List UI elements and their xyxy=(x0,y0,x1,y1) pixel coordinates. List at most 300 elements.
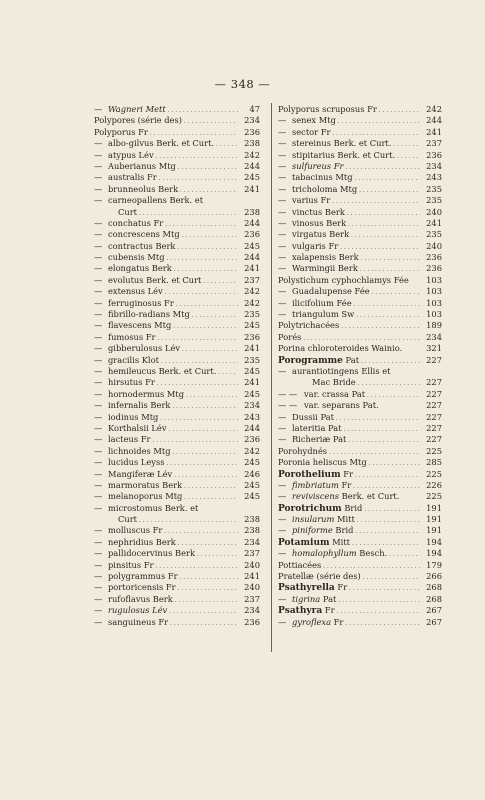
entry-name: homalophyllum xyxy=(292,548,357,559)
entry-page: 266 xyxy=(426,571,442,582)
index-entry xyxy=(94,229,260,240)
entry-dash: — xyxy=(94,252,103,263)
index-entry xyxy=(278,605,442,616)
entry-page: 234 xyxy=(244,605,260,616)
index-entry xyxy=(278,469,442,480)
leader-dots xyxy=(354,309,420,319)
entry-name: Mangiferæ Lév xyxy=(108,468,173,479)
entry-dash: — xyxy=(278,138,287,149)
entry-page: 244 xyxy=(244,422,260,433)
leader-dots xyxy=(336,115,420,125)
entry-name: tabacinus Mtg xyxy=(292,172,353,183)
leader-dots xyxy=(377,104,420,114)
entry-page: 234 xyxy=(244,536,260,547)
entry-name: Pratellæ (série des) xyxy=(278,571,361,582)
entry-name: varius Fr xyxy=(292,195,331,206)
entry-name: hornodermus Mtg xyxy=(108,388,185,399)
entry-dash: — xyxy=(278,286,287,297)
index-entry xyxy=(94,469,260,480)
index-entry xyxy=(94,412,260,423)
entry-dash: — xyxy=(278,252,287,263)
leader-dots xyxy=(172,263,238,273)
leader-dots xyxy=(157,172,238,182)
entry-page: 244 xyxy=(244,217,260,228)
entry-dash: — xyxy=(94,400,103,411)
entry-name: nephridius Berk xyxy=(108,536,176,547)
leader-dots xyxy=(148,127,238,137)
entry-dash: — xyxy=(278,149,287,160)
index-entry xyxy=(94,537,260,548)
entry-page: 227 xyxy=(426,411,442,422)
index-entry xyxy=(94,161,260,172)
entry-name: albo-gilvus Berk. et Curt. xyxy=(108,138,215,149)
entry-name: Polytrichacées xyxy=(278,320,340,331)
entry-name: Poronia heliscus Mtg xyxy=(278,457,367,468)
index-entry xyxy=(278,503,442,514)
index-entry xyxy=(94,423,260,434)
entry-name: lateritia Pat xyxy=(292,422,342,433)
entry-dash: — xyxy=(94,457,103,468)
entry-page: 235 xyxy=(244,354,260,365)
leader-dots xyxy=(168,617,238,627)
index-entry xyxy=(94,389,260,400)
entry-page: 238 xyxy=(244,525,260,536)
entry-name: extensus Lév xyxy=(108,286,163,297)
entry-page: 236 xyxy=(426,149,442,160)
entry-name: aurantiotingens Ellis et xyxy=(292,365,391,376)
entry-dash: — xyxy=(94,502,103,513)
entry-dash: — xyxy=(94,297,103,308)
entry-page: 241 xyxy=(244,343,260,354)
entry-dash: — xyxy=(94,422,103,433)
index-entry xyxy=(94,150,260,161)
entry-name: rufoflavus Berk xyxy=(108,593,173,604)
leader-dots xyxy=(137,207,238,217)
entry-page: 236 xyxy=(244,229,260,240)
entry-name: Psathyrella xyxy=(278,583,335,594)
entry-name: iodinus Mtg xyxy=(108,411,159,422)
entry-dash: — xyxy=(94,309,103,320)
entry-dash: — xyxy=(278,525,287,536)
entry-page: 267 xyxy=(426,616,442,627)
entry-name: sector Fr xyxy=(292,126,331,137)
entry-name: Polypores (série des) xyxy=(94,115,182,126)
entry-name: fibrillo-radians Mtg xyxy=(108,309,190,320)
leader-dots xyxy=(190,309,238,319)
leader-dots xyxy=(339,320,420,330)
index-entry xyxy=(278,263,442,274)
leader-dots xyxy=(353,172,420,182)
entry-name: conchatus Fr xyxy=(108,217,164,228)
index-entry xyxy=(278,172,442,183)
entry-name: vulgaris Fr xyxy=(292,240,339,251)
entry-dash: — xyxy=(278,411,287,422)
leader-dots xyxy=(166,104,238,114)
entry-page: 234 xyxy=(426,331,442,342)
entry-page: 240 xyxy=(244,559,260,570)
entry-page: 236 xyxy=(244,616,260,627)
leader-dots xyxy=(355,514,420,524)
entry-dash: — xyxy=(278,365,287,376)
index-entry xyxy=(278,412,442,423)
index-entry xyxy=(278,525,442,536)
entry-dash: — xyxy=(278,172,287,183)
index-entry xyxy=(278,491,442,502)
leader-dots xyxy=(350,537,420,547)
entry-page: 238 xyxy=(244,514,260,525)
entry-page: 244 xyxy=(244,160,260,171)
leader-dots xyxy=(365,389,420,399)
entry-name: Guadalupense Fée xyxy=(292,286,370,297)
entry-author: Pat xyxy=(320,593,337,604)
column-divider xyxy=(271,103,272,652)
entry-page: 234 xyxy=(426,160,442,171)
entry-page: 240 xyxy=(244,582,260,593)
leader-dots xyxy=(180,343,238,353)
entry-dash: — xyxy=(94,263,103,274)
entry-dash: — xyxy=(94,149,103,160)
entry-name: xalapensis Berk xyxy=(292,252,359,263)
leader-dots xyxy=(321,560,420,570)
entry-dash: — xyxy=(94,331,103,342)
entry-dash: — xyxy=(94,388,103,399)
entry-name: sulfureus Fr xyxy=(292,160,344,171)
entry-name: portoricensis Fr xyxy=(108,582,176,593)
index-entry xyxy=(94,332,260,343)
entry-author: Fr xyxy=(338,479,352,490)
leader-dots xyxy=(336,594,420,604)
entry-page: 225 xyxy=(426,491,442,502)
index-column-right xyxy=(278,104,442,628)
entry-name: Porina chloroteroides Wainio. xyxy=(278,343,403,354)
entry-page: 235 xyxy=(426,183,442,194)
entry-page: 245 xyxy=(244,491,260,502)
leader-dots xyxy=(359,355,420,365)
index-entry xyxy=(278,150,442,161)
entry-dash: — xyxy=(94,274,103,285)
leader-dots xyxy=(349,229,420,239)
leader-dots xyxy=(163,286,238,296)
leader-dots xyxy=(301,332,420,342)
index-entry xyxy=(278,252,442,263)
leader-dots xyxy=(164,457,238,467)
index-entry xyxy=(94,491,260,502)
entry-name: infernalis Berk xyxy=(108,400,171,411)
entry-page: 238 xyxy=(244,206,260,217)
entry-page: 237 xyxy=(244,274,260,285)
leader-dots xyxy=(172,469,238,479)
index-entry xyxy=(278,115,442,126)
entry-dash: — xyxy=(94,172,103,183)
entry-name: carneopallens Berk. et xyxy=(108,195,204,206)
leader-dots xyxy=(338,241,420,251)
index-entry xyxy=(278,275,442,286)
entry-name: triangulum Sw xyxy=(292,309,355,320)
leader-dots xyxy=(173,594,238,604)
leader-dots xyxy=(155,377,238,387)
index-entry xyxy=(278,343,442,354)
entry-dash: — xyxy=(94,104,103,114)
entry-page: 243 xyxy=(426,172,442,183)
entry-name: evolutus Berk. et Curt xyxy=(108,274,202,285)
leader-dots xyxy=(330,127,420,137)
entry-name: fimbriatum xyxy=(292,479,339,490)
entry-page: 189 xyxy=(426,320,442,331)
entry-page: 235 xyxy=(426,229,442,240)
entry-page: 103 xyxy=(426,286,442,297)
entry-name: Porés xyxy=(278,331,302,342)
entry-name: melanoporus Mtg xyxy=(108,491,183,502)
entry-name: polygrammus Fr xyxy=(108,571,178,582)
index-entry xyxy=(278,582,442,593)
index-entry xyxy=(278,457,442,468)
leader-dots xyxy=(175,241,238,251)
leader-dots xyxy=(353,525,420,535)
entry-dash: — xyxy=(278,240,287,251)
entry-author: Fr xyxy=(334,582,348,593)
entry-name: hirsutus Fr xyxy=(108,377,155,388)
entry-dash: — xyxy=(94,217,103,228)
entry-dash: — xyxy=(94,582,103,593)
index-entry xyxy=(94,115,260,126)
index-entry xyxy=(278,560,442,571)
index-entry xyxy=(94,594,260,605)
entry-dash: — xyxy=(94,605,103,616)
entry-page: 237 xyxy=(426,138,442,149)
entry-dash: — xyxy=(94,365,103,376)
index-entry xyxy=(94,446,260,457)
leader-dots xyxy=(167,423,238,433)
leader-dots xyxy=(391,138,420,148)
entry-page: 234 xyxy=(244,115,260,126)
entry-page: 103 xyxy=(426,274,442,285)
entry-name: lucidus Leyss xyxy=(108,457,165,468)
leader-dots xyxy=(362,503,420,513)
entry-page: 242 xyxy=(426,104,442,114)
entry-dash: — xyxy=(94,491,103,502)
index-entry xyxy=(278,320,442,331)
entry-page: 268 xyxy=(426,593,442,604)
entry-dash: — xyxy=(278,195,287,206)
entry-name: microstomus Berk. et xyxy=(108,502,199,513)
entry-dash: — xyxy=(278,206,287,217)
leader-dots xyxy=(178,571,238,581)
leader-dots xyxy=(154,560,238,570)
leader-dots xyxy=(347,582,420,592)
index-entry xyxy=(94,560,260,571)
index-entry xyxy=(278,218,442,229)
entry-dash: — xyxy=(278,115,287,126)
entry-name: Richeriæ Pat xyxy=(292,434,347,445)
entry-name: tricholoma Mtg xyxy=(292,183,358,194)
entry-name: fumosus Fr xyxy=(108,331,156,342)
index-entry xyxy=(94,320,260,331)
entry-dash: — xyxy=(278,160,287,171)
entry-page: 241 xyxy=(244,263,260,274)
entry-name: virgatus Berk xyxy=(292,229,350,240)
entry-name: Mac Bride xyxy=(312,377,356,388)
entry-dash: — xyxy=(94,479,103,490)
entry-page: 245 xyxy=(244,240,260,251)
index-entry xyxy=(94,343,260,354)
entry-name: gibberulosus Lév xyxy=(108,343,181,354)
index-entry xyxy=(278,138,442,149)
entry-dash: — xyxy=(94,593,103,604)
leader-dots xyxy=(361,571,420,581)
index-entry xyxy=(94,104,260,115)
entry-name: Korthalsii Lév xyxy=(108,422,167,433)
entry-dash: — xyxy=(278,297,287,308)
entry-name: stereinus Berk. et Curt. xyxy=(292,138,392,149)
entry-dash: — xyxy=(94,559,103,570)
leader-dots xyxy=(156,332,239,342)
entry-name: ferruginosus Fr xyxy=(108,297,174,308)
entry-dash: — xyxy=(94,138,103,149)
entry-dash: — xyxy=(94,354,103,365)
entry-name: vinosus Berk xyxy=(292,217,347,228)
index-entry xyxy=(94,366,260,377)
index-entry xyxy=(94,582,260,593)
leader-dots xyxy=(387,548,420,558)
entry-page: 237 xyxy=(244,593,260,604)
entry-page: 245 xyxy=(244,457,260,468)
entry-name: cubensis Mtg xyxy=(108,252,165,263)
leader-dots xyxy=(159,355,238,365)
entry-page: 227 xyxy=(426,388,442,399)
index-entry xyxy=(94,298,260,309)
entry-page: 241 xyxy=(244,571,260,582)
leader-dots xyxy=(162,525,238,535)
index-entry xyxy=(278,207,442,218)
index-entry xyxy=(94,207,260,218)
entry-name: Porohydnés xyxy=(278,445,328,456)
leader-dots xyxy=(353,469,420,479)
entry-name: gracilis Klot xyxy=(108,354,159,365)
entry-dash: — xyxy=(94,571,103,582)
index-entry xyxy=(278,355,442,366)
entry-page: 227 xyxy=(426,422,442,433)
index-entry xyxy=(278,184,442,195)
leader-dots xyxy=(176,161,238,171)
entry-page: 236 xyxy=(244,331,260,342)
entry-page: 238 xyxy=(244,138,260,149)
index-entry xyxy=(94,138,260,149)
index-entry xyxy=(94,457,260,468)
leader-dots xyxy=(184,389,238,399)
entry-page: 227 xyxy=(426,354,442,365)
entry-dash: — xyxy=(278,514,287,525)
entry-name: var. separans Pat. xyxy=(304,400,379,411)
entry-name: Pottiacées xyxy=(278,559,322,570)
entry-name: Psathyra xyxy=(278,606,323,617)
entry-page: 242 xyxy=(244,297,260,308)
entry-name: Porotrichum xyxy=(278,503,342,514)
entry-page: 194 xyxy=(426,548,442,559)
entry-page: 245 xyxy=(244,365,260,376)
entry-name: ilicifolium Fée xyxy=(292,297,352,308)
entry-page: 245 xyxy=(244,479,260,490)
entry-page: 191 xyxy=(426,514,442,525)
leader-dots xyxy=(176,537,238,547)
leader-dots xyxy=(334,412,420,422)
index-entry xyxy=(94,514,260,525)
entry-page: 236 xyxy=(244,126,260,137)
entry-page: 243 xyxy=(244,411,260,422)
index-entry xyxy=(94,252,260,263)
entry-dash: — xyxy=(278,263,287,274)
index-entry xyxy=(94,605,260,616)
entry-page: 285 xyxy=(426,457,442,468)
leader-dots xyxy=(370,286,420,296)
entry-name: Curt xyxy=(118,206,137,217)
entry-dash: — xyxy=(94,548,103,559)
index-entry xyxy=(278,298,442,309)
index-entry xyxy=(278,161,442,172)
entry-dash: — xyxy=(278,479,287,490)
leader-dots xyxy=(352,298,420,308)
index-entry xyxy=(278,537,442,548)
entry-page: 241 xyxy=(426,217,442,228)
entry-author: Brid xyxy=(332,525,354,536)
leader-dots xyxy=(180,229,238,239)
entry-dash: — xyxy=(94,445,103,456)
index-entry xyxy=(94,184,260,195)
index-entry xyxy=(278,617,442,628)
index-entry xyxy=(94,195,260,206)
entry-name: rugulosus Lév xyxy=(108,605,168,616)
index-entry xyxy=(278,594,442,605)
index-entry xyxy=(278,286,442,297)
leader-dots xyxy=(158,412,238,422)
entry-name: atypus Lév xyxy=(108,149,154,160)
leader-dots xyxy=(343,617,420,627)
entry-page: 225 xyxy=(426,468,442,479)
index-entry xyxy=(278,400,442,411)
index-entry xyxy=(278,195,442,206)
entry-dash: — xyxy=(94,434,103,445)
index-entry xyxy=(278,434,442,445)
entry-page: 236 xyxy=(244,434,260,445)
entry-name: Porogramme xyxy=(278,355,343,366)
index-entry xyxy=(278,480,442,491)
leader-dots xyxy=(176,582,238,592)
entry-author: Fr xyxy=(340,468,353,479)
entry-author: Besch. xyxy=(356,548,388,559)
entry-dash: — xyxy=(278,229,287,240)
entry-name: australis Fr xyxy=(108,172,157,183)
entry-author: Mitt xyxy=(334,514,355,525)
index-entry xyxy=(94,355,260,366)
index-entry xyxy=(94,400,260,411)
entry-page: 227 xyxy=(426,400,442,411)
entry-page: 191 xyxy=(426,525,442,536)
index-entry xyxy=(94,263,260,274)
entry-author: Fr xyxy=(331,616,344,627)
leader-dots xyxy=(327,446,420,456)
entry-page: 225 xyxy=(426,445,442,456)
index-entry xyxy=(278,446,442,457)
index-entry xyxy=(94,377,260,388)
leader-dots xyxy=(171,446,238,456)
index-column-left xyxy=(94,104,260,628)
entry-page: 47 xyxy=(249,104,260,114)
index-entry xyxy=(94,309,260,320)
entry-dash: — xyxy=(94,229,103,240)
entry-page: 242 xyxy=(244,149,260,160)
index-entry xyxy=(94,275,260,286)
index-entry xyxy=(94,218,260,229)
entry-author: Berk. et Curt. xyxy=(338,491,400,502)
